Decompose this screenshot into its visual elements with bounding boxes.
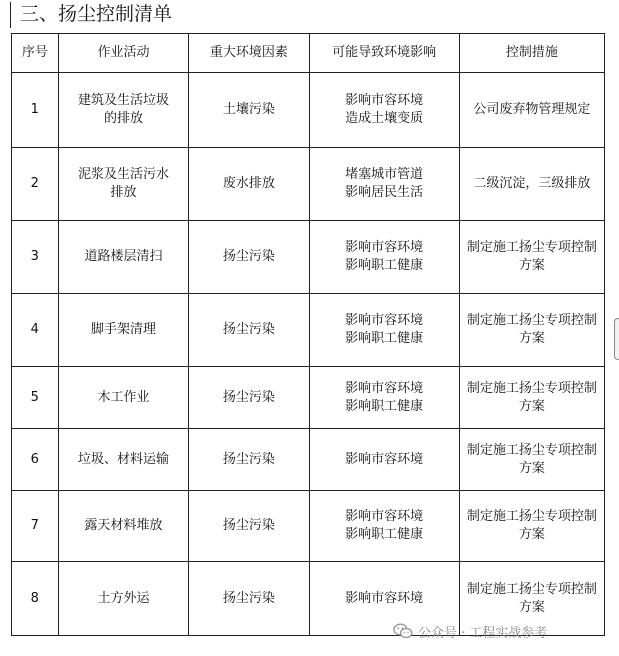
cell-serial-no: 7 — [12, 491, 59, 562]
cell-control-measure — [459, 73, 604, 148]
impact-line: 影响市容环境 — [345, 240, 424, 255]
cell-control-measure — [459, 294, 604, 367]
impact-line: 影响职工健康 — [345, 258, 424, 273]
impact-line: 影响市容环境 — [345, 93, 424, 108]
impact-line: 影响市容环境 — [345, 313, 424, 328]
cell-control-measure — [459, 221, 604, 294]
activity-line: 土方外运 — [97, 590, 150, 606]
cell-activity — [58, 148, 189, 221]
cell-env-factor: 扬尘污染 — [189, 491, 309, 562]
table-body — [12, 73, 605, 636]
cell-env-factor: 扬尘污染 — [189, 367, 309, 429]
dust-control-table — [11, 33, 605, 636]
cell-activity — [58, 221, 189, 294]
text-cursor — [10, 2, 11, 28]
cell-serial-no: 8 — [12, 562, 59, 636]
header-serial-no: 序号 — [12, 34, 59, 73]
impact-line: 影响职工健康 — [345, 527, 424, 542]
cell-env-impact — [309, 221, 459, 294]
cell-serial-no: 4 — [12, 294, 59, 367]
impact-line: 影响市容环境 — [345, 590, 424, 606]
table-header-row — [12, 34, 605, 73]
measure-text: 二级沉淀，三级排放 — [473, 176, 591, 191]
wechat-icon — [393, 623, 413, 639]
cell-control-measure — [459, 429, 604, 491]
measure-text: 公司废弃物管理规定 — [473, 102, 591, 117]
activity-line: 脚手架清理 — [90, 322, 156, 337]
impact-line: 影响市容环境 — [345, 451, 424, 467]
header-control-measure: 控制措施 — [459, 34, 604, 73]
cell-activity — [58, 429, 189, 491]
impact-line: 影响居民生活 — [345, 185, 424, 200]
cell-control-measure — [459, 148, 604, 221]
cell-control-measure — [459, 367, 604, 429]
table-row — [12, 429, 605, 491]
activity-line: 垃圾、材料运输 — [77, 451, 169, 467]
cell-env-impact — [309, 491, 459, 562]
cell-activity — [58, 491, 189, 562]
cell-activity — [58, 73, 189, 148]
cell-serial-no: 6 — [12, 429, 59, 491]
cell-env-impact — [309, 429, 459, 491]
table-row — [12, 73, 605, 148]
activity-line: 道路楼层清扫 — [84, 249, 163, 264]
watermark-text: 公众号 · 工程实战参考 — [418, 625, 548, 641]
table-row — [12, 294, 605, 367]
cell-env-factor: 废水排放 — [189, 148, 309, 221]
activity-line: 的排放 — [103, 111, 143, 126]
cell-serial-no: 1 — [12, 73, 59, 148]
activity-line: 建筑及生活垃圾 — [77, 93, 169, 108]
cell-serial-no: 5 — [12, 367, 59, 429]
cell-activity — [58, 367, 189, 429]
cell-serial-no: 3 — [12, 221, 59, 294]
impact-line: 堵塞城市管道 — [345, 167, 424, 182]
measure-text: 制定施工扬尘专项控制方案 — [466, 240, 597, 273]
table-row — [12, 367, 605, 429]
measure-text: 制定施工扬尘专项控制方案 — [466, 509, 597, 542]
cell-env-impact — [309, 148, 459, 221]
cell-env-factor: 扬尘污染 — [189, 221, 309, 294]
activity-line: 排放 — [110, 185, 137, 200]
side-scroll-tab[interactable] — [614, 318, 619, 360]
cell-control-measure — [459, 491, 604, 562]
header-env-impact: 可能导致环境影响 — [309, 34, 459, 73]
table-row — [12, 221, 605, 294]
header-env-factor: 重大环境因素 — [189, 34, 309, 73]
impact-line: 影响职工健康 — [345, 398, 424, 414]
measure-text: 制定施工扬尘专项控制方案 — [466, 380, 597, 414]
measure-text: 制定施工扬尘专项控制方案 — [466, 442, 597, 476]
section-title: 三、扬尘控制清单 — [20, 3, 173, 25]
activity-line: 露天材料堆放 — [84, 518, 163, 533]
cell-serial-no: 2 — [12, 148, 59, 221]
cell-env-factor: 扬尘污染 — [189, 562, 309, 636]
cell-env-impact — [309, 294, 459, 367]
cell-env-factor: 土壤污染 — [189, 73, 309, 148]
cell-env-impact — [309, 367, 459, 429]
header-activity: 作业活动 — [58, 34, 189, 73]
table-row — [12, 491, 605, 562]
measure-text: 制定施工扬尘专项控制方案 — [466, 581, 597, 615]
cell-activity — [58, 294, 189, 367]
table-row — [12, 148, 605, 221]
watermark — [393, 620, 547, 642]
impact-line: 造成土壤变质 — [345, 111, 424, 126]
cell-env-factor: 扬尘污染 — [189, 429, 309, 491]
impact-line: 影响职工健康 — [345, 331, 424, 346]
impact-line: 影响市容环境 — [345, 509, 424, 524]
activity-line: 泥浆及生活污水 — [77, 167, 169, 182]
activity-line: 木工作业 — [97, 389, 150, 405]
impact-line: 影响市容环境 — [345, 380, 424, 396]
measure-text: 制定施工扬尘专项控制方案 — [466, 313, 597, 346]
cell-env-impact — [309, 73, 459, 148]
cell-env-factor: 扬尘污染 — [189, 294, 309, 367]
cell-activity — [58, 562, 189, 636]
